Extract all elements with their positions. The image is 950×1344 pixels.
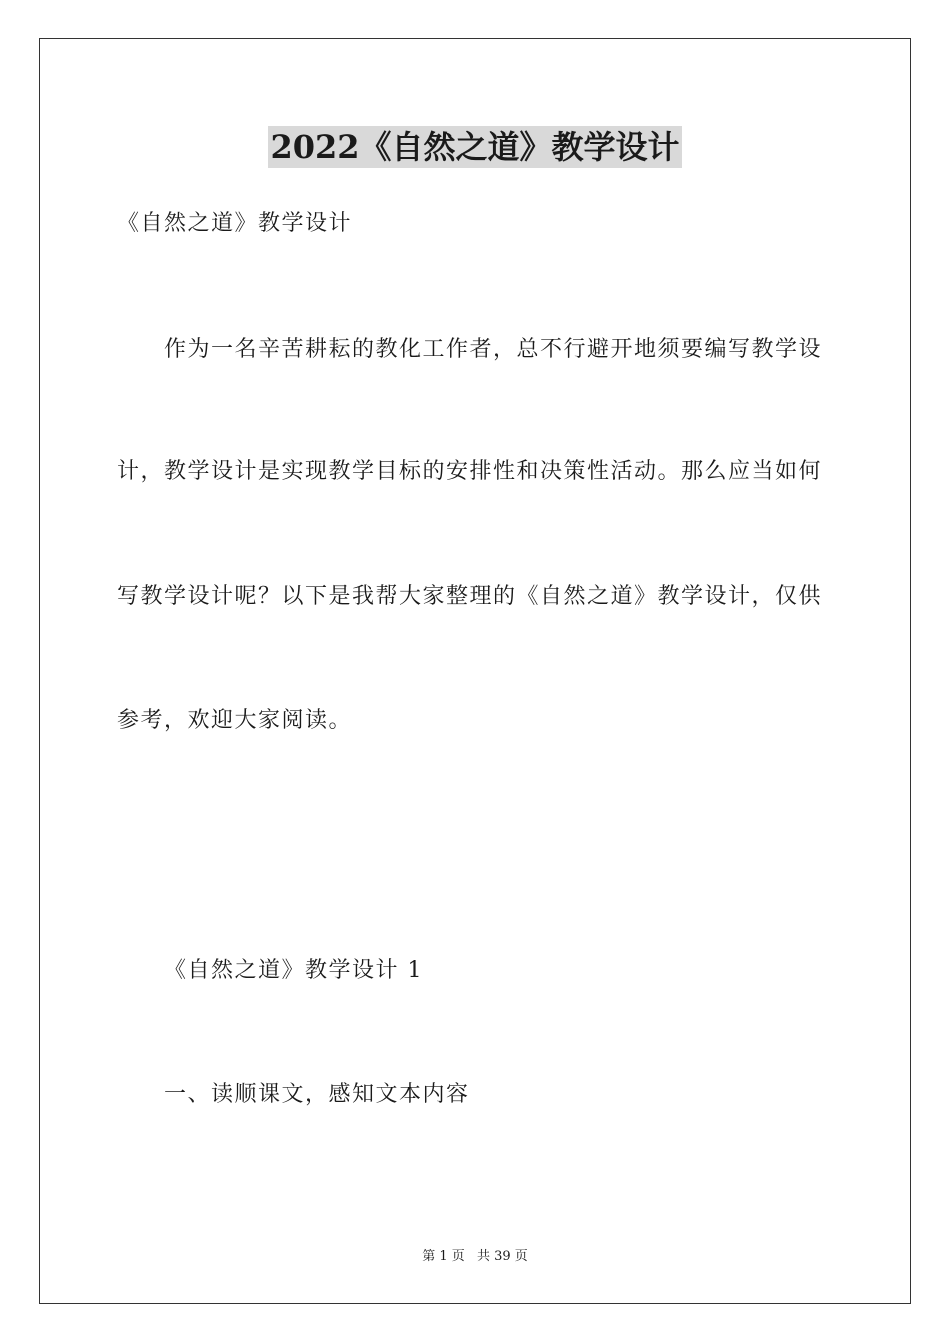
page-footer xyxy=(0,1249,950,1265)
intro-line-1: 作为一名辛苦耕耘的教化工作者，总不行避开地须要编写教学设 xyxy=(164,337,823,362)
intro-line-2: 计，教学设计是实现教学目标的安排性和决策性活动。那么应当如何 xyxy=(117,459,823,484)
page-total: 共 39 页 xyxy=(476,1249,528,1264)
document-title xyxy=(0,126,950,168)
document-title-text: 2022《自然之道》教学设计 xyxy=(270,128,680,166)
document-subtitle: 《自然之道》教学设计 xyxy=(117,211,353,236)
intro-line-4: 参考，欢迎大家阅读。 xyxy=(117,708,353,733)
step-heading: 一、读顺课文，感知文本内容 xyxy=(164,1082,470,1107)
intro-line-3: 写教学设计呢？以下是我帮大家整理的《自然之道》教学设计，仅供 xyxy=(117,584,823,609)
page-number: 第 1 页 xyxy=(422,1249,465,1264)
section-heading: 《自然之道》教学设计 1 xyxy=(164,958,423,983)
